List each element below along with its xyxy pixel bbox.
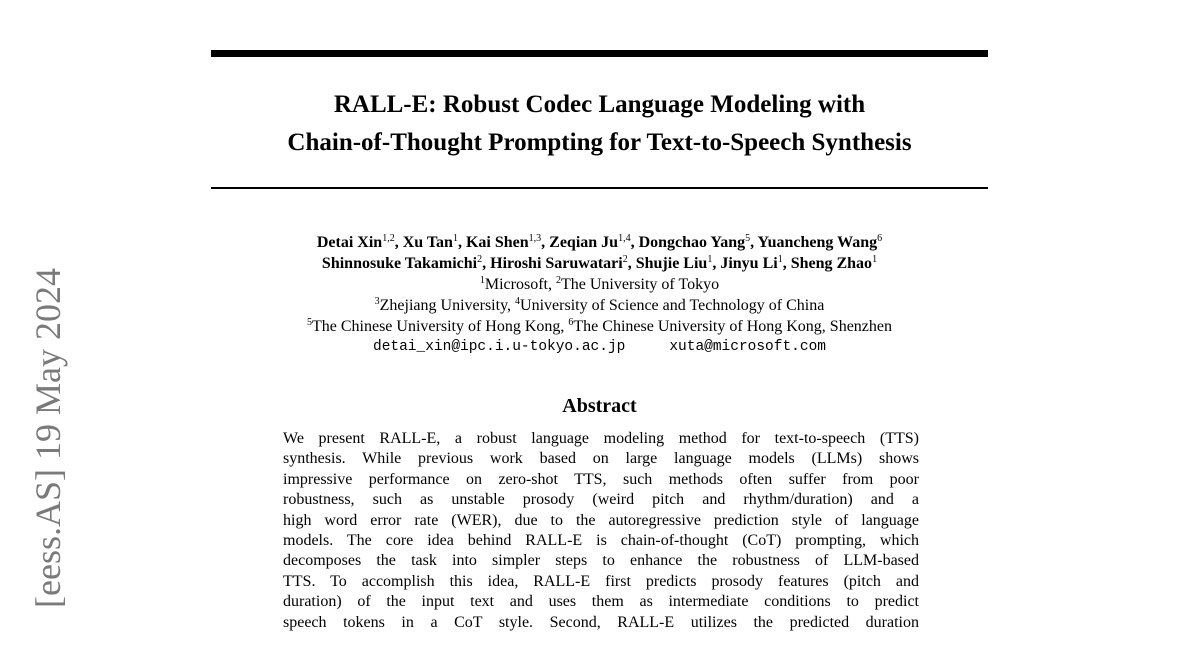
abstract-body bbox=[283, 429, 919, 633]
email-address[interactable]: xuta@microsoft.com bbox=[669, 339, 826, 355]
author-affiliation: 1,3 bbox=[528, 233, 542, 244]
affiliation-name: Zhejiang University bbox=[379, 297, 508, 314]
author-line-1: Detai Xin$^{1,2}$, Xu Tan$^1$, Kai Shen$^{1,3}$, Zeqian Ju$^{1,4}$, Dongchao Yang$^5$, Yuancheng Wang$^6$ bbox=[316, 233, 883, 251]
abstract-line: decomposes the task into simpler steps to enhance the robustness of LLM-based bbox=[283, 552, 919, 570]
author-name: Hiroshi Saruwatari bbox=[490, 255, 623, 272]
abstract-line: high word error rate (WER), due to the autoregressive prediction style of language bbox=[283, 511, 919, 529]
author-name: Kai Shen bbox=[465, 234, 529, 251]
paper-title bbox=[211, 86, 988, 162]
author-name: Shinnosuke Takamichi bbox=[321, 255, 478, 272]
affiliation-line-2: $^3$Zhejiang University, $^4$University of Science and Technology of China bbox=[374, 296, 825, 314]
affiliation-name: Microsoft bbox=[484, 276, 548, 293]
affiliation-number: 4 bbox=[515, 296, 521, 307]
email-line bbox=[211, 337, 988, 358]
author-affiliation: 2 bbox=[622, 254, 628, 265]
author-affiliation: 1 bbox=[872, 254, 878, 265]
author-line-2: Shinnosuke Takamichi$^2$, Hiroshi Saruwatari$^2$, Shujie Liu$^1$, Jinyu Li$^1$, Sheng Zhao$^1$ bbox=[321, 254, 878, 272]
abstract-line: models. The core idea behind RALL-E is chain-of-thought (CoT) prompting, which bbox=[283, 532, 919, 550]
author-name: Detai Xin bbox=[316, 234, 383, 251]
author-block bbox=[211, 232, 988, 358]
title-top-rule bbox=[211, 50, 988, 57]
abstract-line: synthesis. While previous work based on large language models (LLMs) shows bbox=[283, 450, 919, 468]
author-name: Dongchao Yang bbox=[638, 234, 746, 251]
author-name: Jinyu Li bbox=[720, 255, 778, 272]
affiliation-name: The University of Tokyo bbox=[560, 276, 720, 293]
abstract-line: impressive performance on zero-shot TTS, such methods often suffer from poor bbox=[283, 470, 919, 488]
author-affiliation: 1,2 bbox=[382, 233, 395, 244]
affiliation-number: 1 bbox=[479, 275, 485, 286]
author-affiliation: 6 bbox=[877, 233, 883, 244]
affiliation-number: 5 bbox=[306, 317, 312, 328]
author-name: Xu Tan bbox=[402, 234, 453, 251]
affiliation-name: The Chinese University of Hong Kong bbox=[311, 318, 561, 335]
abstract-line: TTS. To accomplish this idea, RALL-E first predicts prosody features (pitch and bbox=[283, 572, 919, 590]
affiliation-number: 2 bbox=[555, 275, 561, 286]
abstract-line: speech tokens in a CoT style. Second, RALL-E utilizes the predicted duration bbox=[283, 613, 919, 631]
affiliation-line-3: $^5$The Chinese University of Hong Kong, $^6$The Chinese University of Hong Kong, Shenzhen bbox=[306, 317, 892, 335]
affiliation-name: The Chinese University of Hong Kong, Shenzhen bbox=[573, 318, 892, 335]
author-name: Sheng Zhao bbox=[790, 255, 873, 272]
author-affiliation: 1 bbox=[452, 233, 458, 244]
author-name: Yuancheng Wang bbox=[757, 234, 878, 251]
author-affiliation: 1,4 bbox=[618, 233, 631, 244]
author-affiliation: 2 bbox=[477, 254, 483, 265]
author-name: Shujie Liu bbox=[635, 255, 708, 272]
author-affiliation: 1 bbox=[777, 254, 783, 265]
abstract-line: duration) of the input text and uses them as intermediate conditions to predict bbox=[283, 593, 919, 611]
author-affiliation: 1 bbox=[707, 254, 713, 265]
author-affiliation: 5 bbox=[745, 233, 751, 244]
affiliation-line-1: $^1$Microsoft, $^2$The University of Tokyo bbox=[479, 275, 720, 293]
title-bottom-rule bbox=[211, 187, 988, 189]
title-line-1: RALL-E: Robust Codec Language Modeling with bbox=[333, 91, 866, 118]
abstract-line: We present RALL-E, a robust language modeling method for text-to-speech (TTS) bbox=[283, 430, 919, 447]
arxiv-side-stamp: [eess.AS] 19 May 2024 bbox=[28, 268, 68, 608]
title-line-2: Chain-of-Thought Prompting for Text-to-Speech Synthesis bbox=[287, 129, 912, 156]
affiliation-name: University of Science and Technology of China bbox=[520, 297, 825, 314]
affiliation-number: 3 bbox=[374, 296, 380, 307]
email-address[interactable]: detai_xin@ipc.i.u-tokyo.ac.jp bbox=[373, 339, 626, 355]
affiliation-number: 6 bbox=[568, 317, 574, 328]
abstract-line: robustness, such as unstable prosody (weird pitch and rhythm/duration) and a bbox=[283, 491, 919, 509]
author-name: Zeqian Ju bbox=[549, 234, 619, 251]
abstract-heading: Abstract bbox=[562, 395, 637, 417]
